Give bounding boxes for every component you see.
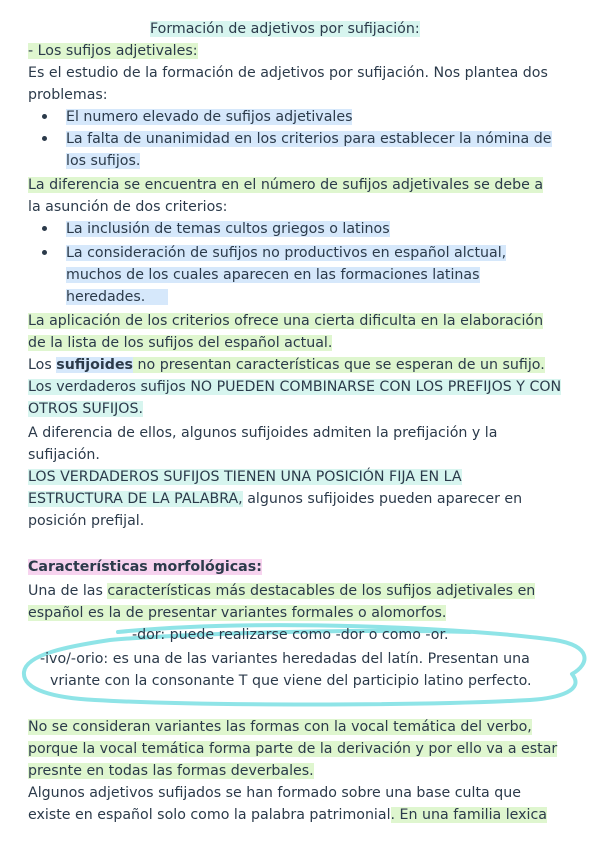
bullet-icon [42,226,47,231]
page-title: Formación de adjetivos por sufijación: [150,21,420,37]
prefixation-line-2: sufijación. [28,447,100,463]
difference-line-2: la asunción de dos criterios: [28,199,228,215]
thematic-line-1: No se consideran variantes las formas con la vocal temática del verbo, [28,719,532,735]
problem-item: El numero elevado de sufijos adjetivales [66,109,353,125]
bullet-icon [42,250,47,255]
section-heading-sufijos: - Los sufijos adjetivales: [28,43,198,59]
morph-line-2: español es la de presentar variantes formales o alomorfos. [28,605,447,621]
variant-dor: -dor: puede realizarse como -dor o como -or. [132,627,449,643]
thematic-line-3: presnte en todas las formas deverbales. [28,763,314,779]
position-line-2: ESTRUCTURA DE LA PALABRA, algunos sufijoides pueden aparecer en [28,491,523,507]
criteria-item: La consideración de sufijos no productivos en español alctual, [66,245,507,261]
true-suffixes-line-2: OTROS SUFIJOS. [28,401,143,417]
position-line-3: posición prefijal. [28,513,145,529]
intro-line-2: problemas: [28,87,108,103]
sufijoides-line: Los sufijoides no presentan características que se esperan de un sufijo. [28,357,545,373]
criteria-item-cont: muchos de los cuales aparecen en las formaciones latinas [66,267,480,283]
criteria-item: La inclusión de temas cultos griegos o latinos [66,221,390,237]
morph-line-1: Una de las características más destacables de los sufijos adjetivales en [28,583,536,599]
problem-item-cont: los sufijos. [66,153,141,169]
application-line-2: de la lista de los sufijos del español actual. [28,335,333,351]
variant-ivo-orio-cont: vriante con la consonante T que viene del participio latino perfecto. [50,673,532,689]
bullet-icon [42,114,47,119]
position-line-1: LOS VERDADEROS SUFIJOS TIENEN UNA POSICIÓN FIJA EN LA [28,469,462,485]
cult-line-1: Algunos adjetivos sufijados se han formado sobre una base culta que [28,785,521,801]
problem-item: La falta de unanimidad en los criterios para establecer la nómina de [66,131,552,147]
application-line-1: La aplicación de los criterios ofrece una cierta dificulta en la elaboración [28,313,544,329]
cult-line-2: existe en español solo como la palabra patrimonial. En una familia lexica [28,807,547,823]
thematic-line-2: porque la vocal temática forma parte de la derivación y por ello va a estar [28,741,558,757]
section-heading-morfologicas: Características morfológicas: [28,559,262,575]
bullet-icon [42,136,47,141]
intro-line-1: Es el estudio de la formación de adjetivos por sufijación. Nos plantea dos [28,65,548,81]
prefixation-line-1: A diferencia de ellos, algunos sufijoides admiten la prefijación y la [28,425,498,441]
variant-ivo-orio: -ivo/-orio: es una de las variantes heredadas del latín. Presentan una [40,651,530,667]
difference-line-1: La diferencia se encuentra en el número de sufijos adjetivales se debe a [28,177,544,193]
criteria-item-cont: heredades. [66,286,168,308]
true-suffixes-line-1: Los verdaderos sufijos NO PUEDEN COMBINARSE CON LOS PREFIJOS Y CON [28,379,562,395]
